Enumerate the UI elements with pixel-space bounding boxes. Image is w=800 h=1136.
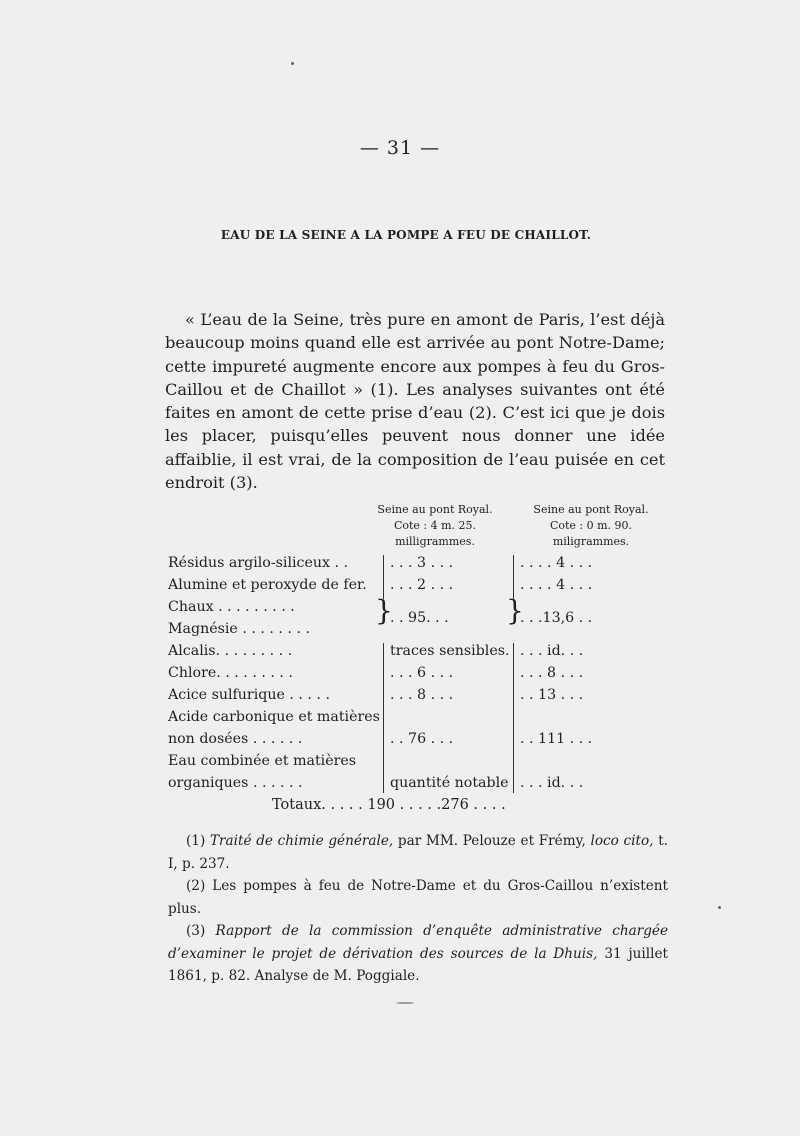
intro-text: « L’eau de la Seine, très pure en amont de Paris, l’est déjà beaucoup moins quand elle est arrivée au pont Notre-Dame; cette impureté augmente encore aux pompes à feu du Gros-Caillou et de Chaillot » (1). Les analyses suivantes ont été faites en amont de cette prise d’eau (2). C’est ici que je dois les placer, puisqu’elles peuvent nous donner une idée affaiblie, il est vrai, de la composition de l’eau puisée en cet endroit (3). <box>165 310 665 493</box>
row-label: Acice sulfurique . . . . . <box>168 687 330 703</box>
row-label: Chlore. . . . . . . . . <box>168 665 293 681</box>
row-label: Résidus argilo-siliceux . . <box>168 555 349 571</box>
row-label: Acide carbonique et matières <box>168 709 380 725</box>
footnote-3-ref: 31 juillet 1861, p. 82. Analyse de M. Poggiale. <box>168 945 668 984</box>
column-header-2 <box>512 502 670 550</box>
row-value-col2: . . . id. . . <box>520 643 584 659</box>
footnotes <box>168 830 668 988</box>
table-row <box>168 555 668 575</box>
brace-left: } <box>375 594 393 627</box>
footnote-1-title: Traité de chimie générale, <box>209 833 394 849</box>
row-label: Alcalis. . . . . . . . . <box>168 643 293 659</box>
table-row <box>168 577 668 597</box>
table-row <box>168 775 668 795</box>
table-row <box>168 665 668 685</box>
col1-line2: Cote : 4 m. 25. <box>393 519 477 532</box>
row-value-col2: . . . 8 . . . <box>520 665 584 681</box>
totals-row <box>272 797 506 813</box>
row-label: Alumine et peroxyde de fer. <box>168 577 367 593</box>
page-number: — 31 — <box>359 137 441 159</box>
brace-middle: } <box>506 594 524 627</box>
paper-speck <box>291 62 294 65</box>
footnote-3 <box>168 920 668 988</box>
row-value-col1: traces sensibles. <box>390 643 510 659</box>
footnote-1-authors: par MM. Pelouze et Frémy, <box>397 833 586 849</box>
footnote-2: (2) Les pompes à feu de Notre-Dame et du Gros-Caillou n’existent plus. <box>168 878 668 917</box>
row-label: non dosées . . . . . . <box>168 731 303 747</box>
table-row <box>168 687 668 707</box>
row-value-col1: quantité notable <box>390 775 509 791</box>
row-value-col1: . . . 6 . . . <box>390 665 454 681</box>
row-value-col2: . . . . 4 . . . <box>520 577 593 593</box>
row-value-col1: . . . 2 . . . <box>390 577 454 593</box>
row-value-col1: . . 76 . . . <box>390 731 454 747</box>
row-value-col1: . . . 8 . . . <box>390 687 454 703</box>
chaux-magnesie-col1: . . 95. . . <box>390 610 449 626</box>
footnote-1-number: (1) <box>186 833 206 849</box>
table-row <box>168 731 668 751</box>
column-rule-2b <box>513 643 514 793</box>
paper-speck <box>718 906 721 909</box>
footnote-1 <box>168 830 668 875</box>
chaux-magnesie-col2: . . .13,6 . . <box>520 610 593 626</box>
row-label: Chaux . . . . . . . . . <box>168 599 295 615</box>
table-row <box>168 643 668 663</box>
col2-line1: Seine au pont Royal. <box>533 503 649 516</box>
row-value-col1: . . . 3 . . . <box>390 555 454 571</box>
footnote-1-ref: t. I, p. 237. <box>168 833 668 872</box>
col1-line1: Seine au pont Royal. <box>377 503 493 516</box>
column-rule-1a <box>383 555 384 599</box>
totals-label: Totaux. . . . . <box>272 797 363 813</box>
row-value-col2: . . 111 . . . <box>520 731 593 747</box>
row-value-col2: . . 13 . . . <box>520 687 584 703</box>
row-label: organiques . . . . . . <box>168 775 303 791</box>
col1-line3: milligrammes. <box>395 535 475 548</box>
col2-line3: miligrammes. <box>552 535 630 548</box>
row-label: Eau combinée et matières <box>168 753 357 769</box>
column-header-1 <box>360 502 510 550</box>
table-row <box>168 709 668 729</box>
section-title: EAU DE LA SEINE A LA POMPE A FEU DE CHAILLOT. <box>220 228 592 242</box>
table-row <box>168 753 668 773</box>
footnote-3-number: (3) <box>186 923 206 939</box>
row-value-col2: . . . id. . . <box>520 775 584 791</box>
totals-col1: 190 . . . . . <box>367 797 442 813</box>
col2-line2: Cote : 0 m. 90. <box>549 519 633 532</box>
totals-col2: 276 . . . . <box>441 797 506 813</box>
row-value-col2: . . . . 4 . . . <box>520 555 593 571</box>
row-label: Magnésie . . . . . . . . <box>168 621 310 637</box>
stamp-smudge <box>396 1002 414 1004</box>
column-rule-1b <box>383 643 384 793</box>
footnote-3-title: Rapport de la commission d’enquête administrative chargée d’examiner le projet de dérivation des sources de la Dhuis, <box>168 923 668 962</box>
column-rule-2a <box>513 555 514 599</box>
intro-paragraph <box>165 308 665 494</box>
footnote-1-loco: loco cito, <box>590 833 654 849</box>
